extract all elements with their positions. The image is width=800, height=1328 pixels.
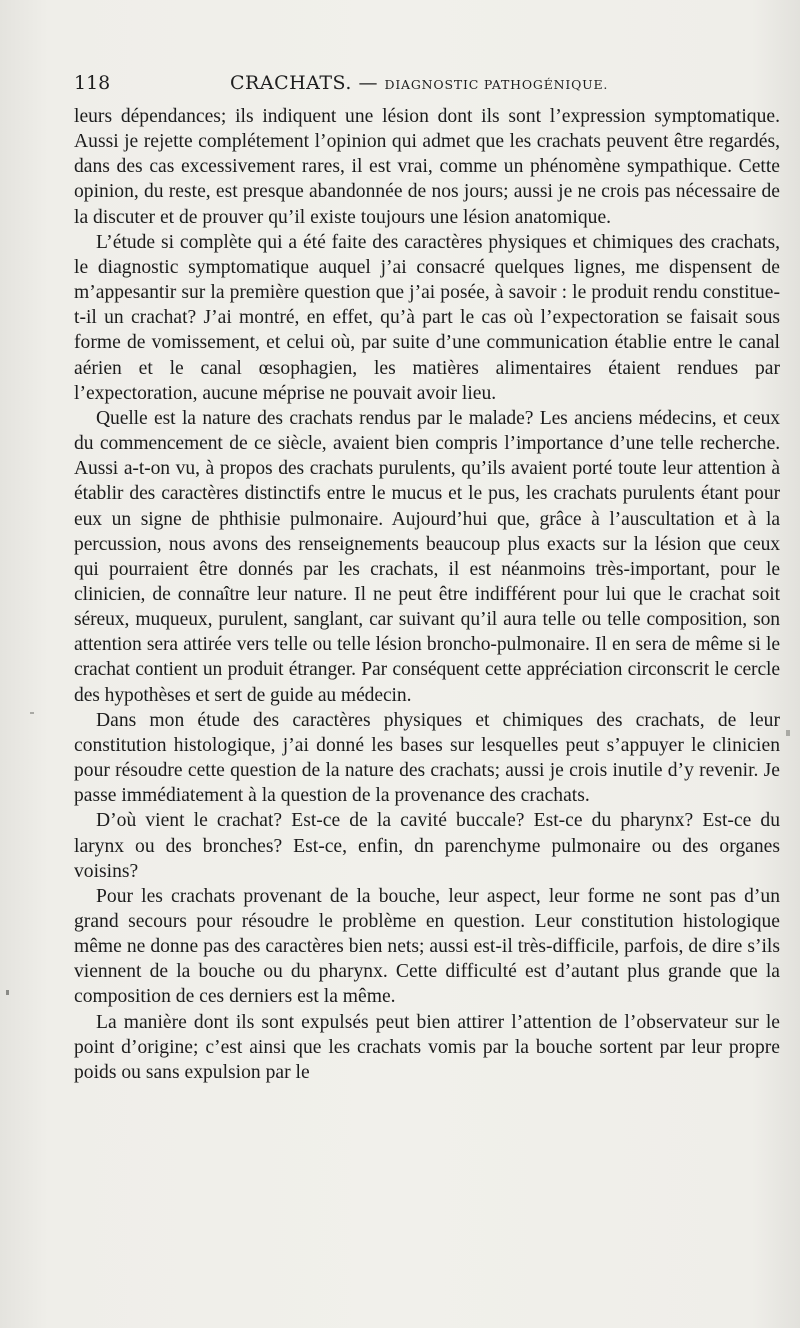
paragraph-physical-study: L’étude si complète qui a été faite des caractères physiques et chimiques des crachats, le diagnostic symptomatique auquel j’ai consacré quelques lignes, me dispensent de m’appesantir sur la première question que j’ai posée, à savoir : le produit rendu constitue-t-il un crachat? J’ai montré, en effet, qu’à part le cas où l’expectoration se faisait sous forme de vomissement, et celui où, par suite d’une communication établie entre le canal aérien et le canal œsophagien, les matières alimentaires étaient rendues par l’expectoration, aucune méprise ne pouvait avoir lieu. — [74, 231, 780, 404]
paragraph-nature: Quelle est la nature des crachats rendus par le malade? Les anciens médecins, et ceux du commencement de ce siècle, avaient bien compris l’importance d’une telle recherche. Aussi a-t-on vu, à propos des crachats purulents, qu’ils avaient porté toute leur attention à établir des caractères distinctifs entre le mucus et le pus, les crachats purulents étant pour eux un signe de phthisie pulmonaire. Aujourd’hui que, grâce à l’auscultation et à la percussion, nous avons des renseignements beaucoup plus exacts sur la lésion que ceux qui pourraient être donnés par les crachats, il est néanmoins très-important, pour le clinicien, de connaître leur nature. Il ne peut être indifférent pour lui que le crachat soit séreux, muqueux, purulent, sanglant, car suivant qu’il aura telle ou telle composition, son attention sera attirée vers telle ou telle lésion broncho-pulmonaire. Il en sera de même si le crachat contient un produit étranger. Par conséquent cette appréciation circonscrit le cercle des hypothèses et sert de guide au médecin. — [74, 407, 780, 706]
chapter-title: CRACHATS. — [230, 72, 352, 94]
margin-speck — [6, 990, 9, 995]
section-subtitle: DIAGNOSTIC PATHOGÉNIQUE. — [384, 77, 609, 92]
paragraph-histology: Dans mon étude des caractères physiques et chimiques des crachats, de leur constitution histologique, j’ai donné les bases sur lesquelles peut s’appuyer le clinicien pour résoudre cette question de la nature des crachats; aussi je crois inutile d’y revenir. Je passe immédiatement à la question de la provenance des crachats. — [74, 709, 780, 807]
title-dash: — — [358, 72, 378, 94]
page-number: 118 — [74, 72, 111, 94]
margin-speck — [786, 730, 790, 736]
running-title — [230, 72, 608, 94]
margin-speck — [30, 712, 34, 714]
paragraph-expulsion: La manière dont ils sont expulsés peut bien attirer l’attention de l’observateur sur le point d’origine; c’est ainsi que les crachats vomis par la bouche sortent par leur propre poids ou sans expulsion par le — [74, 1011, 780, 1083]
running-header — [74, 70, 780, 100]
paragraph-origin-question: D’où vient le crachat? Est-ce de la cavité buccale? Est-ce du pharynx? Est-ce du larynx ou des bronches? Est-ce, enfin, dn parenchyme pulmonaire ou des organes voisins? — [74, 810, 780, 882]
paragraph-continuation: leurs dépendances; ils indiquent une lésion dont ils sont l’expression symptomatique. Aussi je rejette complétement l’opinion qui admet que les crachats peuvent être regardés, dans des cas excessivement rares, il est vrai, comme un phénomène sympathique. Cette opinion, du reste, est presque abandonnée de nos jours; aussi je ne crois pas nécessaire de la discuter et de prouver qu’il existe toujours une lésion anatomique. — [74, 106, 780, 228]
body-text — [74, 104, 780, 1085]
paragraph-mouth: Pour les crachats provenant de la bouche, leur aspect, leur forme ne sont pas d’un grand secours pour résoudre le problème en question. Leur constitution histologique même ne donne pas des caractères bien nets; aussi est-il très-difficile, parfois, de dire s’ils viennent de la bouche ou du pharynx. Cette difficulté est d’autant plus grande que la composition de ces derniers est la même. — [74, 885, 780, 1008]
